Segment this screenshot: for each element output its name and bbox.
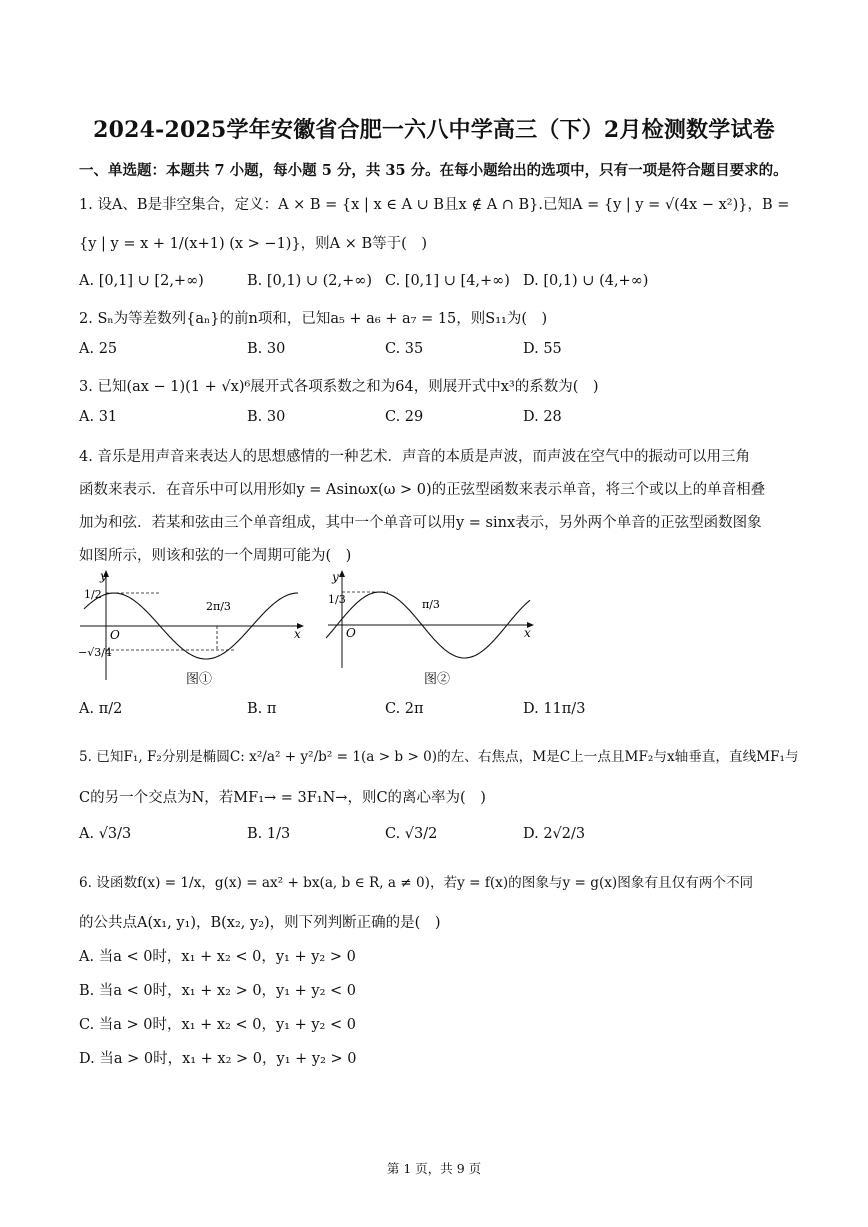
q2-option-b: B. 30 — [247, 341, 286, 357]
fig2-y-max-label: 1/3 — [328, 593, 346, 606]
fig1-y-min-label: −√3/4 — [78, 646, 112, 659]
fig2-x-mark-label: π/3 — [422, 598, 440, 611]
question-6-line-2: 的公共点A(x₁, y₁)，B(x₂, y₂)，则下列判断正确的是( ) — [79, 915, 441, 931]
fig1-y-axis-label: y — [100, 569, 107, 583]
q3-option-b: B. 30 — [247, 409, 286, 425]
q6-option-a: A. 当a < 0时，x₁ + x₂ < 0，y₁ + y₂ > 0 — [79, 949, 356, 965]
q6-option-c: C. 当a > 0时，x₁ + x₂ < 0，y₁ + y₂ < 0 — [79, 1017, 356, 1033]
fig2-y-axis-label: y — [332, 570, 339, 584]
fig1-x-mark-label: 2π/3 — [206, 600, 231, 613]
page-footer: 第 1 页，共 9 页 — [386, 1161, 482, 1176]
question-3-line-1: 3. 已知(ax − 1)(1 + √x)⁶展开式各项系数之和为64，则展开式中x³的系数为( ) — [79, 379, 599, 395]
figure-2-caption: 图② — [424, 672, 451, 687]
q4-option-a: A. π/2 — [79, 701, 123, 717]
question-2-line-1: 2. Sₙ为等差数列{aₙ}的前n项和，已知a₅ + a₆ + a₇ = 15，则S₁₁为( ) — [79, 311, 548, 327]
q2-option-d: D. 55 — [523, 341, 562, 357]
q4-option-d: D. 11π/3 — [523, 701, 586, 717]
q1-option-b: B. [0,1) ∪ (2,+∞) — [247, 273, 372, 289]
section-heading: 一、单选题：本题共 7 小题，每小题 5 分，共 35 分。在每小题给出的选项中，只有一项是符合题目要求的。 — [79, 162, 788, 179]
page-title: 2024-2025学年安徽省合肥一六八中学高三（下）2月检测数学试卷 — [93, 117, 775, 143]
q3-option-c: C. 29 — [385, 409, 424, 425]
question-4-line-1: 4. 音乐是用声音来表达人的思想感情的一种艺术．声音的本质是声波，而声波在空气中的振动可以用三角 — [79, 449, 750, 465]
q6-option-b: B. 当a < 0时，x₁ + x₂ > 0，y₁ + y₂ < 0 — [79, 983, 357, 999]
fig1-x-axis-label: x — [294, 627, 301, 641]
question-5-line-1: 5. 已知F₁, F₂分别是椭圆C: x²/a² + y²/b² = 1(a > b > 0)的左、右焦点，M是C上一点且MF₂与x轴垂直，直线MF₁与 — [79, 749, 799, 765]
q1-option-a: A. [0,1] ∪ [2,+∞) — [79, 273, 204, 289]
fig1-y-max-label: 1/2 — [84, 588, 102, 601]
question-1-line-2: {y | y = x + 1/(x+1) (x > −1)}，则A × B等于( ) — [79, 236, 427, 252]
question-4-line-4: 如图所示，则该和弦的一个周期可能为( ) — [79, 548, 352, 564]
figure-2-sine-graph — [326, 568, 541, 672]
fig2-x-axis-label: x — [524, 626, 531, 640]
question-5-line-2: C的另一个交点为N，若MF₁→ = 3F₁N→，则C的离心率为( ) — [79, 790, 486, 806]
q2-option-c: C. 35 — [385, 341, 424, 357]
q1-option-d: D. [0,1) ∪ (4,+∞) — [523, 273, 649, 289]
q3-option-a: A. 31 — [79, 409, 118, 425]
question-6-line-1: 6. 设函数f(x) = 1/x，g(x) = ax² + bx(a, b ∈ R, a ≠ 0)，若y = f(x)的图象与y = g(x)图象有且仅有两个不同 — [79, 875, 754, 891]
q5-option-d: D. 2√2/3 — [523, 826, 586, 842]
q3-option-d: D. 28 — [523, 409, 562, 425]
figure-1-caption: 图① — [186, 672, 213, 687]
q5-option-b: B. 1/3 — [247, 826, 291, 842]
q1-option-c: C. [0,1] ∪ [4,+∞) — [385, 273, 510, 289]
q5-option-c: C. √3/2 — [385, 826, 438, 842]
q2-option-a: A. 25 — [79, 341, 118, 357]
q4-option-b: B. π — [247, 701, 277, 717]
question-4-line-3: 加为和弦．若某和弦由三个单音组成，其中一个单音可以用y = sinx表示，另外两个单音的正弦型函数图象 — [79, 515, 762, 531]
fig2-origin-label: O — [346, 626, 356, 640]
q6-option-d: D. 当a > 0时，x₁ + x₂ > 0，y₁ + y₂ > 0 — [79, 1051, 357, 1067]
q5-option-a: A. √3/3 — [79, 826, 132, 842]
question-4-line-2: 函数来表示．在音乐中可以用形如y = Asinωx(ω > 0)的正弦型函数来表示单音，将三个或以上的单音相叠 — [79, 482, 766, 498]
question-1-line-1: 1. 设A、B是非空集合，定义：A × B = {x | x ∈ A ∪ B且x ∉ A ∩ B}.已知A = {y | y = √(4x − x²)}，B = — [79, 197, 790, 213]
q4-option-c: C. 2π — [385, 701, 424, 717]
fig1-origin-label: O — [110, 628, 120, 642]
